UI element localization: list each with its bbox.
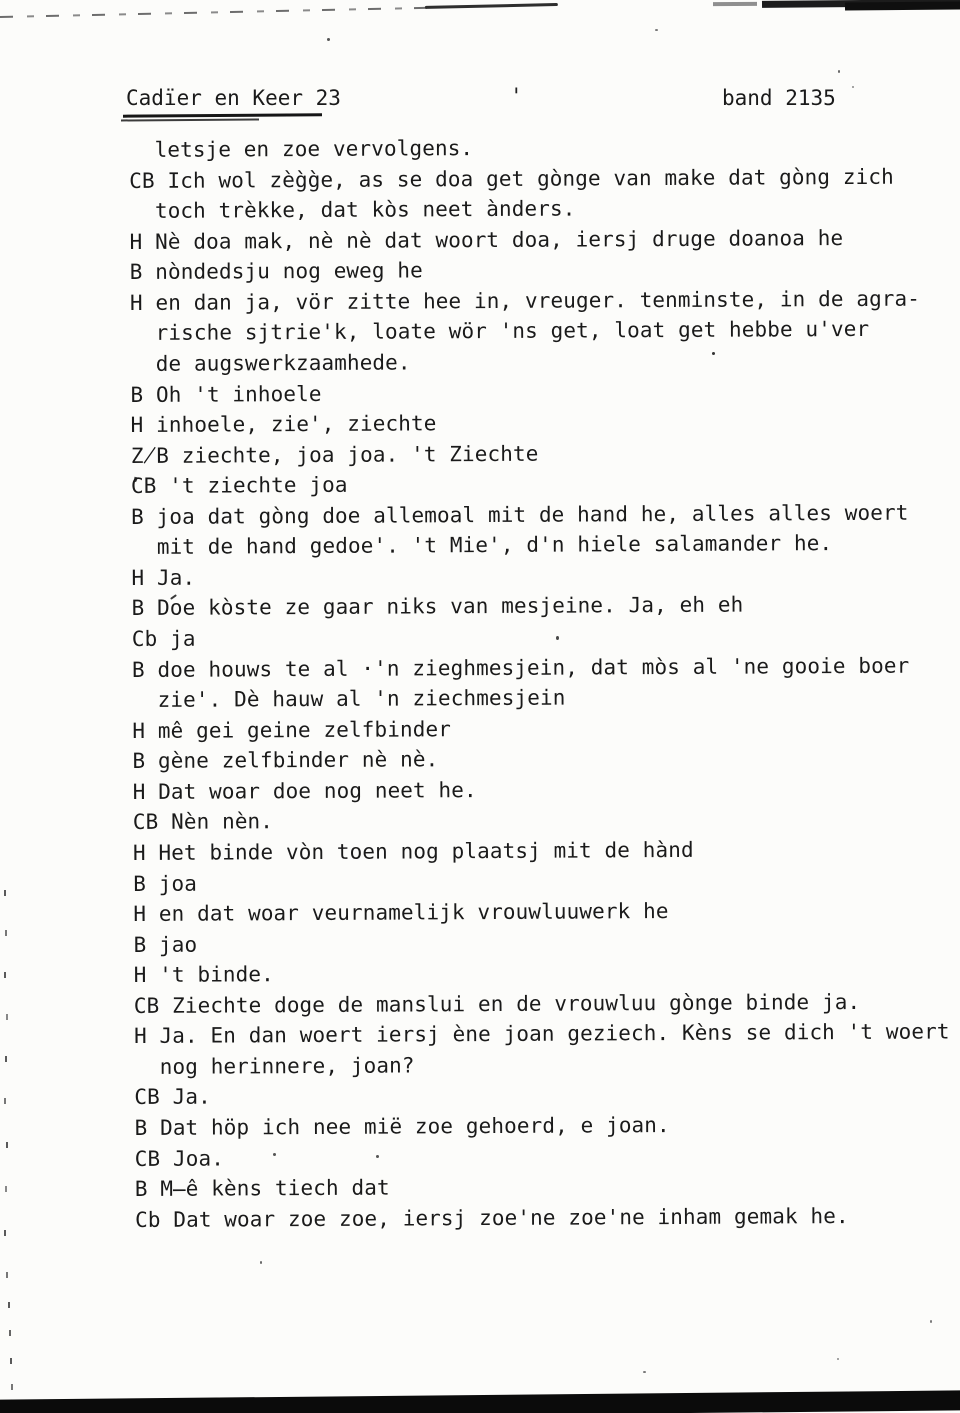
scan-speck: [852, 86, 854, 88]
margin-tick: [4, 972, 6, 978]
pencil-dashed-line: [0, 3, 558, 19]
transcript-line: CB Joa.: [134, 1146, 224, 1171]
transcript-line: CB 't ziechte joa: [130, 472, 348, 499]
transcript-line: rische sjtrie'k, loate wör 'ns get, loat get hebbe u'ver: [130, 317, 870, 346]
margin-tick: [11, 1384, 13, 1390]
transcript-line: B Doe kòste ze gaar niks van mesjeine. Ja, eh eh: [131, 593, 744, 621]
margin-tick: [6, 1014, 8, 1020]
transcript-line: CB Ja.: [134, 1084, 211, 1110]
scan-speck: [327, 38, 330, 41]
margin-tick: [4, 1098, 6, 1104]
scan-edge-mark: [713, 2, 757, 6]
scan-speck: [655, 29, 658, 31]
scan-speck: [930, 1320, 932, 1323]
margin-tick: [6, 1142, 8, 1148]
transcript-line: B gène zelfbinder nè nè.: [132, 747, 439, 774]
transcript-line: H Het binde vòn toen nog plaatsj mit de hànd: [132, 837, 694, 865]
scan-speck: [838, 70, 840, 73]
transcript-line: H 't binde.: [133, 962, 274, 988]
pencil-solid-segment: [425, 3, 558, 9]
transcript-line: letsje en zoe vervolgens.: [129, 136, 474, 162]
transcript-line: B joa dat gòng doe allemoal mit de hand he, alles alles woert: [131, 500, 909, 529]
transcript-line: CB Ich wol zèg̀g̀e, as se doa get gònge van make dat gòng zich: [129, 164, 894, 193]
transcript-line: H Ja.: [131, 565, 196, 590]
transcript-line: H Ja. En dan woert iersj ène joan geziech. Kèns se dich 't woert: [133, 1019, 950, 1049]
scan-speck: [643, 1371, 646, 1373]
margin-tick: [5, 1186, 7, 1192]
title-underline-double: [121, 119, 259, 122]
transcript-line: Cb Dat woar zoe zoe, iersj zoe'ne zoe'ne inham gemak he.: [134, 1203, 849, 1232]
transcript-line: zie'. Dè hauw al 'n ziechmesjein: [132, 685, 566, 713]
transcript-line: Cb ja: [131, 626, 196, 651]
transcript-line: H inhoele, zie', ziechte: [130, 411, 437, 438]
transcript-line: nog herinnere, joan?: [134, 1053, 415, 1079]
margin-tick: [10, 1358, 12, 1364]
transcript-line: B Oh 't inhoele: [130, 381, 322, 407]
transcript-line: H Nè doa mak, nè nè dat woort doa, iersj druge doanoa he: [129, 225, 844, 254]
transcript-line: B joa: [133, 871, 197, 896]
transcript-line: H en dat woar veurnamelijk vrouwluuwerk he: [133, 899, 669, 927]
transcript-line: Z̸B ziechte, joa joa. 't Ziechte: [130, 441, 539, 468]
transcript-line: CB Ziechte doge de manslui en de vrouwluu gònge binde ja.: [133, 989, 861, 1018]
transcript-line: H mê gei geine zelfbinder: [132, 716, 451, 743]
transcript-line: H en dan ja, vör zitte hee in, vreuger. tenminste, in de agra-: [129, 286, 921, 315]
transcript-line: B jao: [133, 932, 198, 957]
pencil-dashes: [0, 7, 430, 18]
band-number-label: band 2135: [722, 86, 836, 110]
transcript-line: B M̶ê kèns tiech dat: [134, 1175, 390, 1202]
scan-edge-mark: [845, 1, 960, 10]
transcript-line: B doe houws te al ·'n zieghmesjein, dat mòs al 'ne gooie boer: [131, 653, 910, 682]
transcript-line: B nòndedsju nog eweg he: [129, 258, 423, 285]
margin-tick: [5, 930, 7, 936]
margin-tick: [9, 1330, 11, 1336]
scan-speck: [260, 1261, 262, 1264]
transcript-line: B Dat höp ich nee mië zoe gehoerd, e joan.: [134, 1112, 670, 1140]
title-underline: [123, 113, 322, 117]
transcript-line: mit de hand gedoe'. 't Mie', d'n hiele salamander he.: [131, 531, 833, 560]
scan-speck: [837, 1358, 839, 1360]
transcript-line: CB Nèn nèn.: [132, 809, 274, 835]
transcript-line: toch trèkke, dat kòs neet ànders.: [129, 196, 576, 224]
margin-tick: [4, 890, 6, 896]
transcript-body: [129, 130, 960, 1235]
margin-tick: [4, 1230, 6, 1236]
scan-bottom-edge: [0, 1390, 960, 1413]
margin-tick: [5, 1056, 7, 1062]
transcript-line: H Dat woar doe nog neet he.: [132, 777, 477, 804]
page-title: Cadïer en Keer 23: [126, 86, 341, 110]
transcript-line: de augswerkzaamhede.: [130, 350, 411, 376]
margin-tick: [8, 1302, 10, 1308]
margin-tick: [6, 1272, 8, 1278]
stray-apostrophe-mark: ': [510, 84, 523, 108]
